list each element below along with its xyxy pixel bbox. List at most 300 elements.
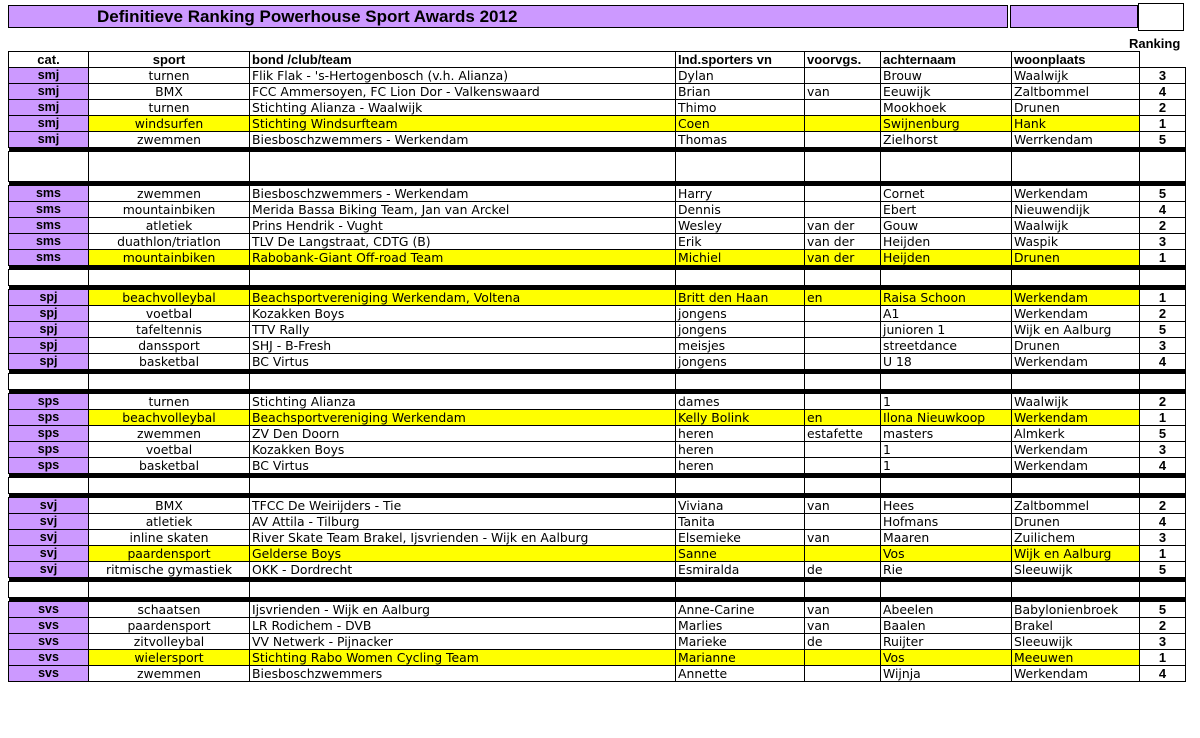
category-cell: sps — [9, 442, 89, 458]
table-row — [9, 84, 1186, 100]
lastname-cell: Heijden — [881, 234, 1012, 250]
col-header-rank — [1140, 52, 1186, 68]
category-cell: svj — [9, 546, 89, 562]
residence-cell: Drunen — [1012, 338, 1140, 354]
sport-cell: BMX — [89, 498, 250, 514]
rank-cell: 2 — [1140, 618, 1186, 634]
blank-cell — [676, 152, 805, 182]
blank-cell — [805, 152, 881, 182]
residence-cell: Waalwijk — [1012, 68, 1140, 84]
blank-cell — [1140, 582, 1186, 598]
prefix-cell — [805, 650, 881, 666]
club-cell: Merida Bassa Biking Team, Jan van Arckel — [250, 202, 676, 218]
sport-cell: atletiek — [89, 218, 250, 234]
lastname-cell: Mookhoek — [881, 100, 1012, 116]
club-cell: Prins Hendrik - Vught — [250, 218, 676, 234]
club-cell: Biesboschzwemmers - Werkendam — [250, 186, 676, 202]
prefix-cell — [805, 116, 881, 132]
club-cell: Beachsportvereniging Werkendam, Voltena — [250, 290, 676, 306]
table-row — [9, 530, 1186, 546]
prefix-cell — [805, 442, 881, 458]
sport-cell: paardensport — [89, 618, 250, 634]
prefix-cell — [805, 100, 881, 116]
blank-cell — [89, 152, 250, 182]
table-row — [9, 186, 1186, 202]
category-cell: spj — [9, 290, 89, 306]
club-cell: Biesboschzwemmers - Werkendam — [250, 132, 676, 148]
residence-cell: Werkendam — [1012, 306, 1140, 322]
table-row — [9, 458, 1186, 474]
club-cell: TFCC De Weirijders - Tie — [250, 498, 676, 514]
rank-cell: 3 — [1140, 68, 1186, 84]
blank-cell — [250, 478, 676, 494]
blank-cell — [89, 582, 250, 598]
prefix-cell: van — [805, 618, 881, 634]
table-row — [9, 666, 1186, 682]
blank-cell — [881, 582, 1012, 598]
prefix-cell — [805, 306, 881, 322]
category-cell: svs — [9, 602, 89, 618]
club-cell: LR Rodichem - DVB — [250, 618, 676, 634]
lastname-cell: Eeuwijk — [881, 84, 1012, 100]
firstname-cell: Marlies — [676, 618, 805, 634]
residence-cell: Sleeuwijk — [1012, 562, 1140, 578]
rank-cell: 4 — [1140, 202, 1186, 218]
prefix-cell: en — [805, 290, 881, 306]
table-row — [9, 562, 1186, 578]
rank-cell: 3 — [1140, 442, 1186, 458]
sport-cell: windsurfen — [89, 116, 250, 132]
residence-cell: Waalwijk — [1012, 218, 1140, 234]
table-row — [9, 322, 1186, 338]
category-cell: spj — [9, 354, 89, 370]
residence-cell: Werkendam — [1012, 666, 1140, 682]
category-cell: svs — [9, 618, 89, 634]
blank-cell — [881, 152, 1012, 182]
lastname-cell: Ebert — [881, 202, 1012, 218]
rank-cell: 5 — [1140, 562, 1186, 578]
blank-cell — [1140, 478, 1186, 494]
firstname-cell: Esmiralda — [676, 562, 805, 578]
firstname-cell: Annette — [676, 666, 805, 682]
prefix-cell — [805, 394, 881, 410]
blank-cell — [9, 478, 89, 494]
prefix-cell: de — [805, 562, 881, 578]
blank-cell — [881, 374, 1012, 390]
table-row-winner — [9, 116, 1186, 132]
firstname-cell: Kelly Bolink — [676, 410, 805, 426]
residence-cell: Zuilichem — [1012, 530, 1140, 546]
page-title: Definitieve Ranking Powerhouse Sport Awards 2012 — [97, 7, 518, 26]
sport-cell: paardensport — [89, 546, 250, 562]
club-cell: OKK - Dordrecht — [250, 562, 676, 578]
firstname-cell: Thimo — [676, 100, 805, 116]
firstname-cell: Dylan — [676, 68, 805, 84]
table-row — [9, 442, 1186, 458]
residence-cell: Werkendam — [1012, 354, 1140, 370]
category-cell: svj — [9, 498, 89, 514]
lastname-cell: junioren 1 — [881, 322, 1012, 338]
prefix-cell — [805, 186, 881, 202]
rank-cell: 1 — [1140, 250, 1186, 266]
sport-cell: zwemmen — [89, 426, 250, 442]
rank-cell: 5 — [1140, 426, 1186, 442]
sport-cell: mountainbiken — [89, 202, 250, 218]
blank-cell — [89, 374, 250, 390]
firstname-cell: heren — [676, 426, 805, 442]
sport-cell: turnen — [89, 100, 250, 116]
blank-cell — [805, 374, 881, 390]
prefix-cell — [805, 132, 881, 148]
blank-cell — [9, 270, 89, 286]
rank-cell: 3 — [1140, 634, 1186, 650]
rank-cell: 2 — [1140, 498, 1186, 514]
col-header-lastname: achternaam — [881, 52, 1012, 68]
prefix-cell: estafette — [805, 426, 881, 442]
table-row — [9, 100, 1186, 116]
blank-cell — [89, 270, 250, 286]
table-row — [9, 338, 1186, 354]
rank-cell: 3 — [1140, 530, 1186, 546]
club-cell: Stichting Rabo Women Cycling Team — [250, 650, 676, 666]
category-cell: svs — [9, 634, 89, 650]
rank-cell: 5 — [1140, 322, 1186, 338]
sport-cell: ritmische gymastiek — [89, 562, 250, 578]
blank-cell — [676, 582, 805, 598]
blank-cell — [676, 270, 805, 286]
rank-cell: 1 — [1140, 290, 1186, 306]
category-cell: sms — [9, 202, 89, 218]
sport-cell: zwemmen — [89, 666, 250, 682]
category-cell: smj — [9, 116, 89, 132]
residence-cell: Werkendam — [1012, 186, 1140, 202]
club-cell: Ijsvrienden - Wijk en Aalburg — [250, 602, 676, 618]
blank-cell — [1012, 582, 1140, 598]
prefix-cell: van der — [805, 234, 881, 250]
sport-cell: danssport — [89, 338, 250, 354]
category-cell: smj — [9, 68, 89, 84]
blank-cell — [9, 582, 89, 598]
table-row-winner — [9, 650, 1186, 666]
club-cell: TTV Rally — [250, 322, 676, 338]
rank-cell: 1 — [1140, 546, 1186, 562]
firstname-cell: Erik — [676, 234, 805, 250]
sport-cell: mountainbiken — [89, 250, 250, 266]
sport-cell: turnen — [89, 394, 250, 410]
lastname-cell: A1 — [881, 306, 1012, 322]
blank-row — [9, 374, 1186, 390]
sport-cell: tafeltennis — [89, 322, 250, 338]
rank-cell: 4 — [1140, 354, 1186, 370]
sport-cell: inline skaten — [89, 530, 250, 546]
table-row — [9, 634, 1186, 650]
blank-cell — [250, 582, 676, 598]
residence-cell: Werkendam — [1012, 458, 1140, 474]
blank-cell — [1012, 270, 1140, 286]
sport-cell: beachvolleybal — [89, 410, 250, 426]
category-cell: svj — [9, 514, 89, 530]
table-row — [9, 354, 1186, 370]
prefix-cell: van der — [805, 250, 881, 266]
club-cell: SHJ - B-Fresh — [250, 338, 676, 354]
table-row-winner — [9, 290, 1186, 306]
blank-row — [9, 478, 1186, 494]
table-row-winner — [9, 410, 1186, 426]
residence-cell: Almkerk — [1012, 426, 1140, 442]
firstname-cell: Michiel — [676, 250, 805, 266]
club-cell: Kozakken Boys — [250, 306, 676, 322]
residence-cell: Hank — [1012, 116, 1140, 132]
residence-cell: Drunen — [1012, 514, 1140, 530]
lastname-cell: 1 — [881, 394, 1012, 410]
lastname-cell: Cornet — [881, 186, 1012, 202]
club-cell: Rabobank-Giant Off-road Team — [250, 250, 676, 266]
lastname-cell: Baalen — [881, 618, 1012, 634]
firstname-cell: meisjes — [676, 338, 805, 354]
club-cell: ZV Den Doorn — [250, 426, 676, 442]
title-bar — [8, 5, 1138, 30]
club-cell: Stichting Alianza — [250, 394, 676, 410]
residence-cell: Wijk en Aalburg — [1012, 322, 1140, 338]
table-row-winner — [9, 546, 1186, 562]
lastname-cell: 1 — [881, 442, 1012, 458]
category-cell: spj — [9, 306, 89, 322]
category-cell: svs — [9, 650, 89, 666]
residence-cell: Wijk en Aalburg — [1012, 546, 1140, 562]
title-cell — [8, 5, 1008, 28]
firstname-cell: Brian — [676, 84, 805, 100]
firstname-cell: Wesley — [676, 218, 805, 234]
prefix-cell: van der — [805, 218, 881, 234]
category-cell: sms — [9, 250, 89, 266]
lastname-cell: masters — [881, 426, 1012, 442]
residence-cell: Meeuwen — [1012, 650, 1140, 666]
firstname-cell: heren — [676, 458, 805, 474]
club-cell: Biesboschzwemmers — [250, 666, 676, 682]
prefix-cell: de — [805, 634, 881, 650]
club-cell: BC Virtus — [250, 458, 676, 474]
category-cell: smj — [9, 100, 89, 116]
prefix-cell: van — [805, 602, 881, 618]
sport-cell: basketbal — [89, 458, 250, 474]
blank-cell — [1012, 374, 1140, 390]
prefix-cell — [805, 514, 881, 530]
sport-cell: atletiek — [89, 514, 250, 530]
rank-cell: 1 — [1140, 410, 1186, 426]
blank-row — [9, 582, 1186, 598]
blank-cell — [805, 478, 881, 494]
residence-cell: Zaltbommel — [1012, 498, 1140, 514]
rank-cell: 5 — [1140, 602, 1186, 618]
lastname-cell: Raisa Schoon — [881, 290, 1012, 306]
prefix-cell — [805, 546, 881, 562]
sport-cell: turnen — [89, 68, 250, 84]
table-row — [9, 68, 1186, 84]
ranking-header-cell — [1138, 3, 1184, 31]
club-cell: TLV De Langstraat, CDTG (B) — [250, 234, 676, 250]
prefix-cell — [805, 354, 881, 370]
residence-cell: Waalwijk — [1012, 394, 1140, 410]
firstname-cell: Marianne — [676, 650, 805, 666]
sport-cell: BMX — [89, 84, 250, 100]
blank-cell — [1140, 374, 1186, 390]
rank-cell: 4 — [1140, 666, 1186, 682]
category-cell: svj — [9, 562, 89, 578]
col-header-club: bond /club/team — [250, 52, 676, 68]
club-cell: River Skate Team Brakel, Ijsvrienden - Wijk en Aalburg — [250, 530, 676, 546]
table-row — [9, 218, 1186, 234]
firstname-cell: Sanne — [676, 546, 805, 562]
firstname-cell: jongens — [676, 306, 805, 322]
rank-cell: 4 — [1140, 84, 1186, 100]
ranking-table — [8, 51, 1186, 682]
firstname-cell: Harry — [676, 186, 805, 202]
blank-cell — [805, 270, 881, 286]
category-cell: spj — [9, 338, 89, 354]
residence-cell: Zaltbommel — [1012, 84, 1140, 100]
blank-cell — [250, 374, 676, 390]
sport-cell: zwemmen — [89, 132, 250, 148]
category-cell: sps — [9, 426, 89, 442]
prefix-cell: en — [805, 410, 881, 426]
rank-cell: 4 — [1140, 458, 1186, 474]
residence-cell: Nieuwendijk — [1012, 202, 1140, 218]
sport-cell: voetbal — [89, 306, 250, 322]
blank-row — [9, 270, 1186, 286]
lastname-cell: Brouw — [881, 68, 1012, 84]
category-cell: smj — [9, 132, 89, 148]
residence-cell: Werkendam — [1012, 442, 1140, 458]
prefix-cell: van — [805, 498, 881, 514]
lastname-cell: Ilona Nieuwkoop — [881, 410, 1012, 426]
col-header-sport: sport — [89, 52, 250, 68]
blank-cell — [89, 478, 250, 494]
rank-cell: 2 — [1140, 394, 1186, 410]
rank-cell: 3 — [1140, 338, 1186, 354]
blank-cell — [1012, 152, 1140, 182]
prefix-cell — [805, 68, 881, 84]
firstname-cell: Viviana — [676, 498, 805, 514]
sport-cell: schaatsen — [89, 602, 250, 618]
blank-cell — [676, 478, 805, 494]
category-cell: svs — [9, 666, 89, 682]
rank-cell: 2 — [1140, 218, 1186, 234]
blank-cell — [250, 152, 676, 182]
table-row — [9, 234, 1186, 250]
sport-cell: duathlon/triatlon — [89, 234, 250, 250]
blank-row — [9, 152, 1186, 182]
title-cell-right — [1010, 5, 1138, 28]
club-cell: Kozakken Boys — [250, 442, 676, 458]
lastname-cell: Gouw — [881, 218, 1012, 234]
residence-cell: Sleeuwijk — [1012, 634, 1140, 650]
blank-cell — [881, 478, 1012, 494]
table-row — [9, 618, 1186, 634]
lastname-cell: Hofmans — [881, 514, 1012, 530]
category-cell: sps — [9, 458, 89, 474]
sport-cell: zwemmen — [89, 186, 250, 202]
rank-cell: 3 — [1140, 234, 1186, 250]
sport-cell: wielersport — [89, 650, 250, 666]
rank-cell: 5 — [1140, 132, 1186, 148]
lastname-cell: Heijden — [881, 250, 1012, 266]
club-cell: Beachsportvereniging Werkendam — [250, 410, 676, 426]
club-cell: Stichting Windsurfteam — [250, 116, 676, 132]
blank-cell — [1012, 478, 1140, 494]
residence-cell: Waspik — [1012, 234, 1140, 250]
table-row — [9, 602, 1186, 618]
lastname-cell: Rie — [881, 562, 1012, 578]
club-cell: Flik Flak - 's-Hertogenbosch (v.h. Alianza) — [250, 68, 676, 84]
firstname-cell: Elsemieke — [676, 530, 805, 546]
category-cell: svj — [9, 530, 89, 546]
lastname-cell: U 18 — [881, 354, 1012, 370]
lastname-cell: streetdance — [881, 338, 1012, 354]
category-cell: sms — [9, 218, 89, 234]
category-cell: smj — [9, 84, 89, 100]
rank-cell: 5 — [1140, 186, 1186, 202]
blank-cell — [250, 270, 676, 286]
col-header-residence: woonplaats — [1012, 52, 1140, 68]
blank-cell — [9, 374, 89, 390]
prefix-cell — [805, 322, 881, 338]
lastname-cell: Hees — [881, 498, 1012, 514]
firstname-cell: heren — [676, 442, 805, 458]
firstname-cell: jongens — [676, 354, 805, 370]
col-header-firstname: Ind.sporters vn — [676, 52, 805, 68]
club-cell: AV Attila - Tilburg — [250, 514, 676, 530]
rank-cell: 4 — [1140, 514, 1186, 530]
table-row — [9, 514, 1186, 530]
club-cell: BC Virtus — [250, 354, 676, 370]
firstname-cell: Marieke — [676, 634, 805, 650]
club-cell: VV Netwerk - Pijnacker — [250, 634, 676, 650]
lastname-cell: Vos — [881, 650, 1012, 666]
prefix-cell — [805, 202, 881, 218]
category-cell: sps — [9, 410, 89, 426]
sport-cell: basketbal — [89, 354, 250, 370]
lastname-cell: Wijnja — [881, 666, 1012, 682]
col-header-prefix: voorvgs. — [805, 52, 881, 68]
lastname-cell: Swijnenburg — [881, 116, 1012, 132]
residence-cell: Werkendam — [1012, 410, 1140, 426]
category-cell: sms — [9, 186, 89, 202]
blank-cell — [881, 270, 1012, 286]
lastname-cell: 1 — [881, 458, 1012, 474]
firstname-cell: Anne-Carine — [676, 602, 805, 618]
lastname-cell: Vos — [881, 546, 1012, 562]
category-cell: sps — [9, 394, 89, 410]
category-cell: sms — [9, 234, 89, 250]
table-row — [9, 498, 1186, 514]
firstname-cell: Britt den Haan — [676, 290, 805, 306]
rank-cell: 2 — [1140, 306, 1186, 322]
rank-cell: 1 — [1140, 116, 1186, 132]
firstname-cell: jongens — [676, 322, 805, 338]
table-header-row — [9, 52, 1186, 68]
blank-cell — [1140, 152, 1186, 182]
residence-cell: Drunen — [1012, 250, 1140, 266]
firstname-cell: dames — [676, 394, 805, 410]
col-header-cat: cat. — [9, 52, 89, 68]
rank-cell: 2 — [1140, 100, 1186, 116]
prefix-cell — [805, 458, 881, 474]
blank-cell — [9, 152, 89, 182]
table-row — [9, 306, 1186, 322]
residence-cell: Drunen — [1012, 100, 1140, 116]
firstname-cell: Tanita — [676, 514, 805, 530]
residence-cell: Werrkendam — [1012, 132, 1140, 148]
